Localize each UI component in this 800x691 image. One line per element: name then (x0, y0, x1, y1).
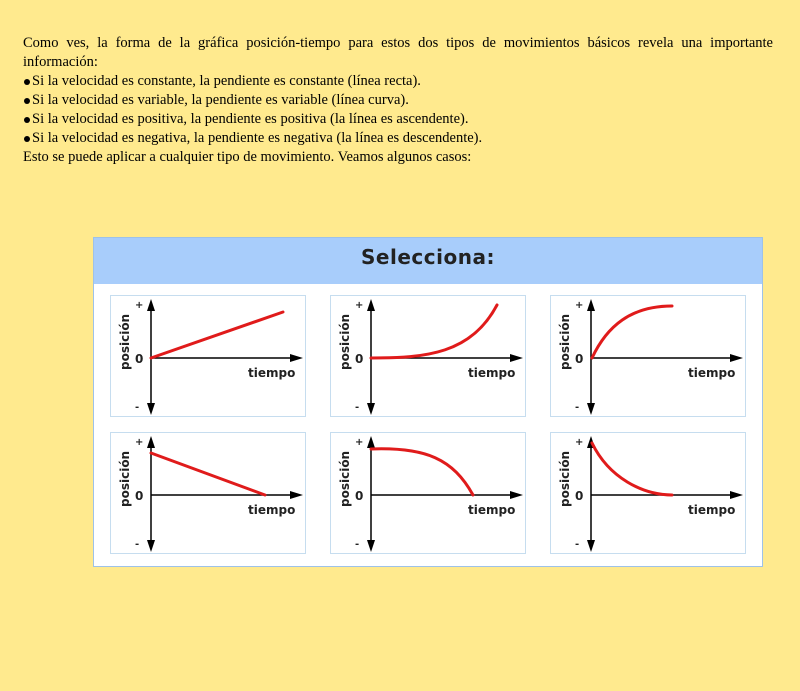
graph-option-svg (551, 433, 747, 555)
x-axis-label: tiempo (248, 366, 296, 380)
graph-option-svg (111, 433, 307, 555)
graph-option-svg (331, 296, 527, 418)
bullet-dot-icon (24, 136, 30, 142)
graph-option-svg (331, 433, 527, 555)
x-axis-label: tiempo (248, 503, 296, 517)
bullet-text: Si la velocidad es variable, la pendiente es variable (línea curva). (32, 92, 409, 108)
bullet-dot-icon (24, 79, 30, 85)
bullet-item (23, 91, 773, 110)
plus-label: + (575, 300, 584, 311)
graph-option-rising-straight[interactable] (110, 295, 306, 417)
plus-label: + (135, 300, 144, 311)
graph-option-falling-decelerating[interactable] (550, 432, 746, 554)
bullet-dot-icon (24, 117, 30, 123)
x-axis-arrow-icon (510, 491, 523, 499)
y-axis-label: posición (118, 450, 132, 507)
bullet-item (23, 129, 773, 148)
y-axis-label: posición (118, 313, 132, 370)
minus-label: - (575, 539, 580, 550)
x-axis-arrow-icon (290, 354, 303, 362)
bullet-dot-icon (24, 98, 30, 104)
zero-label: 0 (575, 489, 584, 503)
bullet-item (23, 72, 773, 91)
y-axis-label: posición (338, 450, 352, 507)
y-axis-arrow-up-icon (587, 299, 595, 311)
y-axis-arrow-down-icon (367, 540, 375, 552)
graph-option-falling-straight[interactable] (110, 432, 306, 554)
x-axis-arrow-icon (290, 491, 303, 499)
graph-option-rising-accelerating[interactable] (330, 295, 526, 417)
y-axis-label: posición (558, 450, 572, 507)
x-axis-label: tiempo (688, 503, 736, 517)
graph-option-svg (551, 296, 747, 418)
minus-label: - (575, 402, 580, 413)
x-axis-arrow-icon (510, 354, 523, 362)
y-axis-label: posición (338, 313, 352, 370)
y-axis-arrow-up-icon (367, 299, 375, 311)
zero-label: 0 (135, 352, 144, 366)
x-axis-arrow-icon (730, 491, 743, 499)
zero-label: 0 (355, 352, 364, 366)
y-axis-arrow-down-icon (587, 540, 595, 552)
graph-curve (592, 306, 672, 358)
bullet-text: Si la velocidad es constante, la pendiente es constante (línea recta). (32, 73, 421, 89)
y-axis-arrow-up-icon (147, 299, 155, 311)
minus-label: - (135, 402, 140, 413)
plus-label: + (135, 437, 144, 448)
plus-label: + (355, 437, 364, 448)
zero-label: 0 (575, 352, 584, 366)
x-axis-arrow-icon (730, 354, 743, 362)
graph-option-falling-accelerating[interactable] (330, 432, 526, 554)
graph-curve (371, 449, 473, 495)
x-axis-label: tiempo (468, 503, 516, 517)
intro-text (23, 34, 773, 167)
bullet-text: Si la velocidad es negativa, la pendiente es negativa (la línea es descendente). (32, 130, 483, 146)
minus-label: - (135, 539, 140, 550)
y-axis-label: posición (558, 313, 572, 370)
y-axis-arrow-down-icon (147, 403, 155, 415)
zero-label: 0 (355, 489, 364, 503)
selection-panel (93, 237, 763, 567)
graph-curve (151, 312, 283, 358)
graph-option-rising-decelerating[interactable] (550, 295, 746, 417)
bullet-text: Si la velocidad es positiva, la pendiente es positiva (la línea es ascendente). (32, 111, 469, 127)
outro-paragraph: Esto se puede aplicar a cualquier tipo de movimiento. Veamos algunos casos: (23, 149, 472, 165)
panel-title: Selecciona: (94, 238, 762, 284)
y-axis-arrow-up-icon (147, 436, 155, 448)
x-axis-label: tiempo (468, 366, 516, 380)
minus-label: - (355, 402, 360, 413)
plus-label: + (575, 437, 584, 448)
intro-paragraph: Como ves, la forma de la gráfica posición-tiempo para estos dos tipos de movimientos básicos revela una importante información: (23, 35, 773, 70)
x-axis-label: tiempo (688, 366, 736, 380)
zero-label: 0 (135, 489, 144, 503)
plus-label: + (355, 300, 364, 311)
y-axis-arrow-down-icon (367, 403, 375, 415)
bullet-item (23, 110, 773, 129)
graph-curve (371, 305, 497, 358)
y-axis-arrow-up-icon (367, 436, 375, 448)
graph-curve (151, 453, 265, 495)
graph-option-svg (111, 296, 307, 418)
y-axis-arrow-down-icon (147, 540, 155, 552)
minus-label: - (355, 539, 360, 550)
graph-curve (592, 443, 672, 495)
y-axis-arrow-down-icon (587, 403, 595, 415)
